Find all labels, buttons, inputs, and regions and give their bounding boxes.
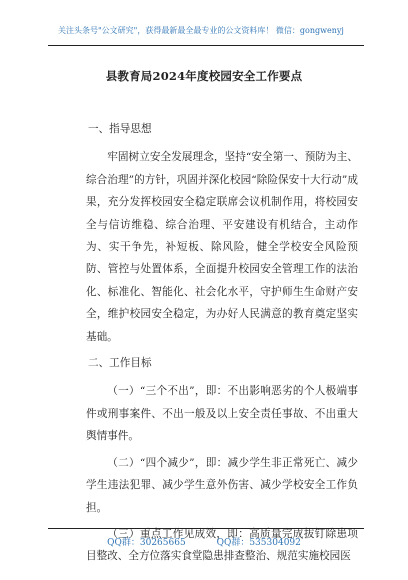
section-heading: 一、指导思想 [88,123,152,135]
paragraph: 牢固树立安全发展理念，坚持“安全第一、预防为主、综合治理”的方针，巩固并深化校园“除险保安十大行动”成果，充分发挥校园安全稳定联席会议机制作用，将校园安全与信访维稳、综合治理、平安建设有机结合，主动作为、实干争先，补短板、除风险，健全学校安全风险预防、管控与处置体系，全面提升校园安全管理工作的法治化、标准化、智能化、社会化水平，守护师生生命财产安全，维护校园安全稳定，为办好人民满意的教育奠定坚实基础。 [86,151,358,343]
footer-qq-group-2: QQ群：535304092 [216,538,301,548]
paragraph: （二）“四个减少”，即：减少学生非正常死亡、减少学生违法犯罪、减少学生意外伤害、减少学校安全工作负担。 [86,456,358,514]
document-title: 县教育局2024年度校园安全工作要点 [105,69,303,83]
header-notice: 关注头条号"公文研究"，获得最新最全最专业的公文资料库！ 微信：gongwenyj [58,26,344,35]
footer [0,535,408,548]
paragraph: （一）“三个不出”，即：不出影响恶劣的个人极端事件或刑事案件、不出一般及以上安全责任事故、不出重大舆情事件。 [86,385,358,443]
header-divider [48,45,364,46]
paragraph: （三）重点工作见成效，即：高质量完成拔钉除患项目整改、全方位落实食堂隐患排查整治、规范实施校园医 [86,527,358,563]
footer-qq-group-1: QQ群：30265665 [107,538,186,548]
section-heading: 二、工作目标 [88,357,152,370]
document-body [86,118,358,572]
footer-divider [48,528,364,529]
